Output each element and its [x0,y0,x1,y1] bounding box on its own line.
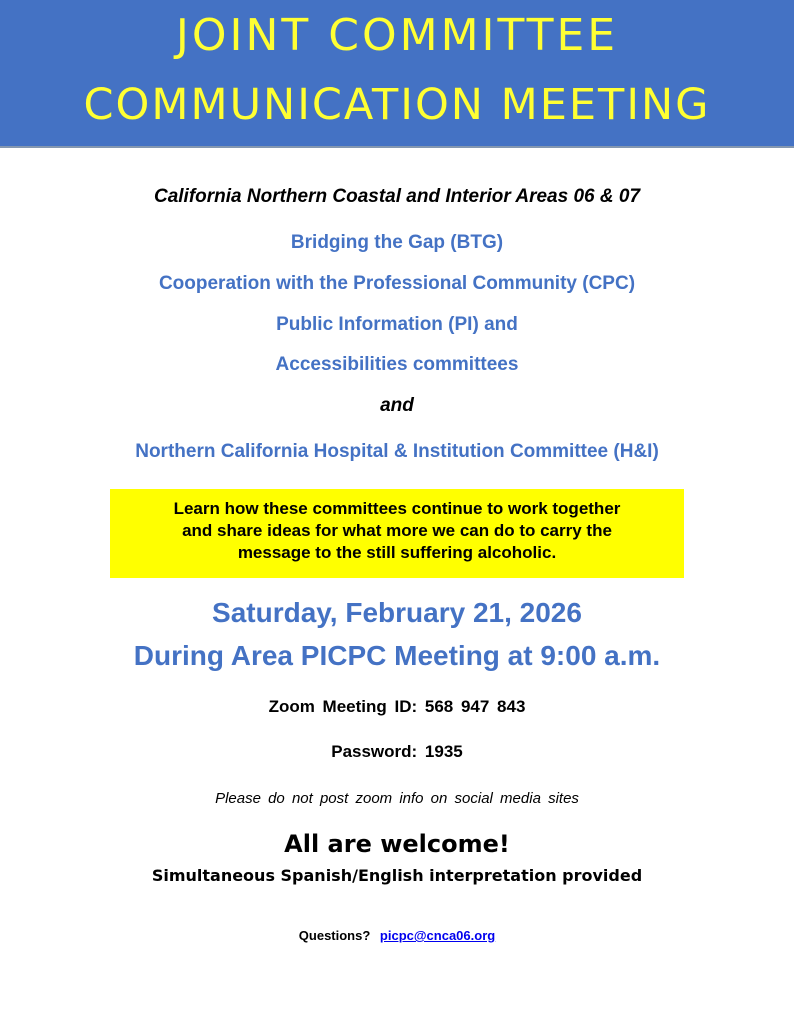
highlight-line-1: Learn how these committees continue to work together [173,499,621,518]
committee-pi: Public Information (PI) and [276,314,518,335]
committee-btg: Bridging the Gap (BTG) [290,232,504,253]
and-connector: and [380,395,414,416]
questions-label: Questions? [298,928,371,943]
zoom-privacy-note: Please do not post zoom info on social media sites [215,790,579,807]
committee-cpc: Cooperation with the Professional Community (CPC) [158,273,636,294]
event-time: During Area PICPC Meeting at 9:00 a.m. [133,640,661,671]
highlight-line-3: message to the still suffering alcoholic. [237,543,557,562]
zoom-meeting-id: Zoom Meeting ID: 568 947 843 [268,697,526,716]
highlight-line-2: and share ideas for what more we can do to carry the [182,521,612,540]
event-date: Saturday, February 21, 2026 [212,597,582,628]
contact-email-link[interactable]: picpc@cnca06.org [379,928,496,943]
interpretation-note: Simultaneous Spanish/English interpretation provided [151,866,643,885]
committee-hi: Northern California Hospital & Institution Committee (H&I) [135,441,659,462]
banner-title-line-2: COMMUNICATION MEETING [83,80,711,130]
welcome-heading: All are welcome! [284,830,510,858]
banner-title-line-1: JOINT COMMITTEE [175,10,619,61]
contact-line [0,928,794,943]
areas-subtitle: California Northern Coastal and Interior Areas 06 & 07 [153,186,641,207]
committee-accessibilities: Accessibilities committees [275,354,519,375]
highlight-box [110,489,684,578]
title-banner [0,0,794,148]
zoom-password: Password: 1935 [331,742,463,761]
